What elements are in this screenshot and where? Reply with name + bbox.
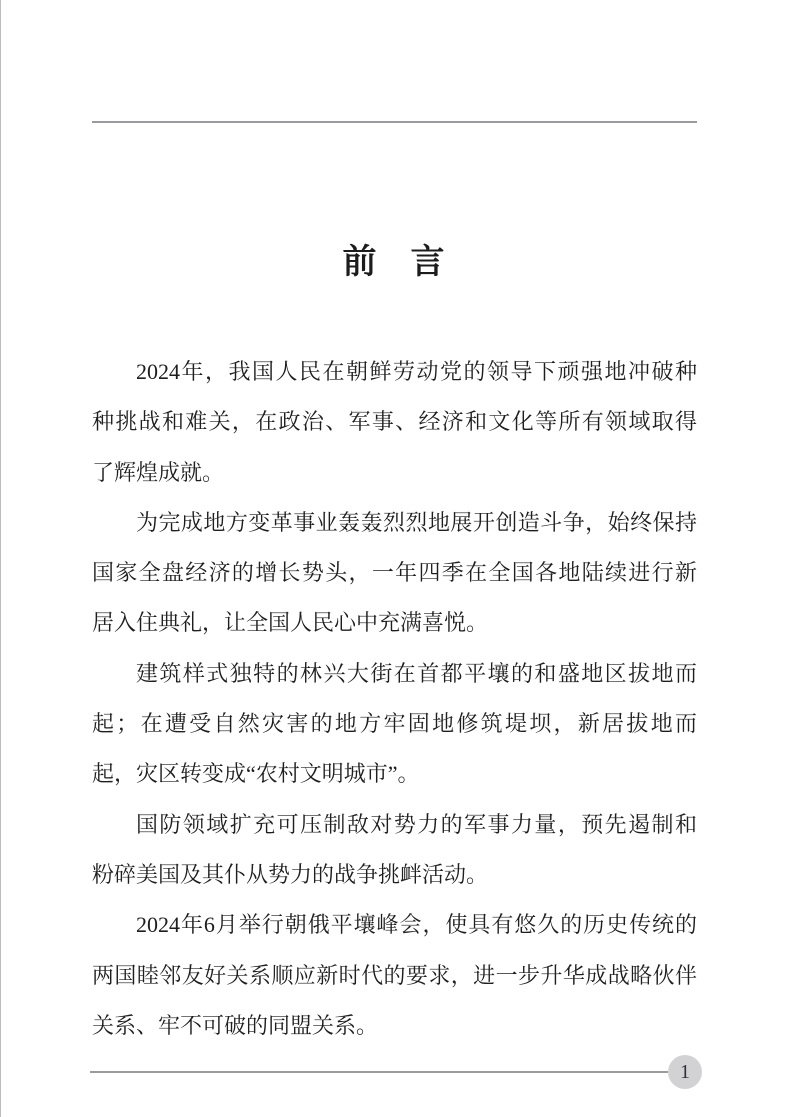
paragraph-1-line-1: 2024年，我国人民在朝鲜劳动党的领导下顽强地冲破种 bbox=[136, 359, 697, 384]
paragraph-4-line-1: 国防领域扩充可压制敌对势力的军事力量，预先遏制和 bbox=[136, 811, 697, 837]
paragraph-3-line-3: 起，灾区转变成“农村文明城市”。 bbox=[92, 761, 420, 787]
page-number: 1 bbox=[680, 1060, 690, 1083]
paragraph-1-line-2: 种挑战和难关，在政治、军事、经济和文化等所有领域取得 bbox=[92, 409, 697, 435]
paragraph-2-line-1: 为完成地方变革事业轰轰烈烈地展开创造斗争，始终保持 bbox=[136, 509, 697, 535]
paragraph-2-line-3: 居入住典礼，让全国人民心中充满喜悦。 bbox=[92, 610, 489, 636]
paragraph-4-line-2: 粉碎美国及其仆从势力的战争挑衅活动。 bbox=[92, 861, 489, 887]
page-left-edge bbox=[0, 0, 1, 1117]
paragraph-2-line-2: 国家全盘经济的增长势头，一年四季在全国各地陆续进行新 bbox=[92, 560, 697, 586]
paragraph-1-line-3: 了辉煌成就。 bbox=[92, 459, 225, 485]
paragraph-3-line-1: 建筑样式独特的林兴大街在首都平壤的和盛地区拔地而 bbox=[136, 660, 697, 686]
paragraph-5-line-1: 2024年6月举行朝俄平壤峰会，使具有悠久的历史传统的 bbox=[136, 912, 697, 938]
page-number-badge bbox=[668, 1055, 702, 1089]
page-title: 前 言 bbox=[342, 243, 445, 281]
footer-divider bbox=[90, 1071, 668, 1073]
paragraph-5-line-3: 关系、牢不可破的同盟关系。 bbox=[92, 1012, 379, 1038]
paragraph-5-line-2: 两国睦邻友好关系顺应新时代的要求，进一步升华成战略伙伴 bbox=[92, 962, 697, 988]
header-divider bbox=[92, 121, 697, 123]
document-body bbox=[92, 347, 697, 1051]
paragraph-3-line-2: 起；在遭受自然灾害的地方牢固地修筑堤坝，新居拔地而 bbox=[92, 711, 697, 737]
